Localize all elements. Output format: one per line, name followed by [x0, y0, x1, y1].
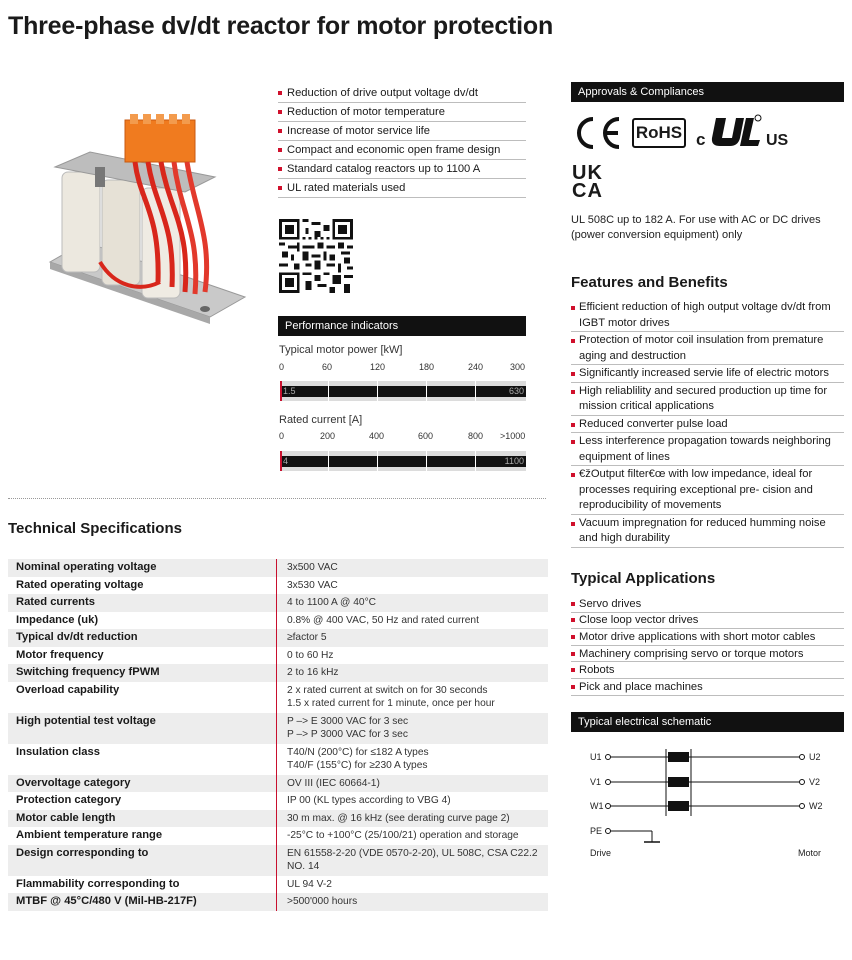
- bullet-icon: [278, 91, 282, 95]
- application-item: [571, 613, 844, 630]
- bullet-text: Reduction of drive output voltage dv/dt: [287, 87, 478, 99]
- spec-value-line: 1.5 x rated current for 1 minute, once per hour: [287, 698, 495, 709]
- bullet-item: [278, 122, 526, 141]
- current-range-fill: [280, 456, 526, 467]
- spec-value-line: ≥factor 5: [287, 632, 327, 643]
- bar-tick: [377, 381, 378, 401]
- spec-value: [276, 827, 548, 845]
- power-tick: 60: [322, 362, 333, 372]
- spec-value-line: P –> P 3000 VAC for 3 sec: [287, 729, 408, 740]
- schematic-output-label: V2: [809, 777, 821, 787]
- power-tick: 0: [279, 362, 285, 372]
- spec-value-line: 30 m max. @ 16 kHz (see derating curve page 2): [287, 812, 510, 824]
- current-tick: 800: [468, 431, 484, 441]
- application-text: Pick and place machines: [579, 680, 703, 693]
- schematic-pe-label: PE: [590, 826, 603, 836]
- bar-tick: [475, 381, 476, 401]
- current-range-bar: [280, 451, 526, 471]
- feature-item: [571, 515, 844, 548]
- bullet-icon: [571, 390, 575, 394]
- spec-row: [8, 713, 548, 744]
- bullet-icon: [571, 339, 575, 343]
- spec-value: [276, 713, 548, 744]
- approvals-header: Approvals & Compliances: [571, 82, 844, 102]
- spec-value: [276, 647, 548, 665]
- spec-value: [276, 612, 548, 630]
- schematic-header: Typical electrical schematic: [571, 712, 844, 732]
- spec-row: [8, 664, 548, 682]
- spec-value-line: 2 x rated current at switch on for 30 seconds: [287, 684, 488, 696]
- spec-value-line: P –> E 3000 VAC for 3 sec: [287, 715, 409, 727]
- bar-tick: [328, 451, 329, 471]
- spec-value: [276, 744, 548, 775]
- feature-text: Vacuum impregnation for reduced humming noise and high durability: [579, 516, 826, 544]
- current-tick: 0: [279, 431, 285, 441]
- feature-item: [571, 299, 844, 332]
- feature-item: [571, 383, 844, 416]
- bullet-item: [278, 84, 526, 103]
- power-range-fill: [280, 386, 526, 397]
- ukca-top: UK: [572, 162, 603, 184]
- spec-value: [276, 845, 548, 876]
- spec-value-line: 4 to 1100 A @ 40°C: [287, 597, 376, 608]
- spec-row: [8, 559, 548, 577]
- feature-item: [571, 466, 844, 515]
- schematic-input-label: U1: [590, 752, 602, 762]
- bullet-text: Compact and economic open frame design: [287, 144, 501, 156]
- ul-c-text: c: [696, 130, 706, 149]
- bar-tick: [280, 381, 282, 401]
- spec-row: [8, 792, 548, 810]
- spec-key: Flammability corresponding to: [16, 877, 180, 890]
- section-divider: [8, 498, 546, 499]
- application-text: Servo drives: [579, 597, 642, 610]
- spec-key: Ambient temperature range: [16, 829, 163, 841]
- spec-value-line: EN 61558-2-20 (VDE 0570-2-20), UL 508C, CSA C22.2: [287, 847, 538, 859]
- spec-key: Protection category: [16, 794, 122, 806]
- spec-key: Nominal operating voltage: [16, 561, 157, 573]
- feature-text: Less interference propagation towards neighboring equipment of lines: [579, 435, 831, 463]
- current-max: 1100: [504, 456, 524, 466]
- spec-value-line: NO. 14: [287, 861, 320, 872]
- spec-key: Motor cable length: [16, 811, 116, 824]
- bar-tick: [426, 451, 427, 471]
- schematic-output-label: U2: [809, 752, 821, 762]
- spec-key: Overload capability: [16, 683, 120, 696]
- bullet-icon: [571, 423, 575, 427]
- bullet-icon: [571, 618, 575, 622]
- spec-value: [276, 810, 548, 828]
- bullet-icon: [571, 306, 575, 310]
- spec-value-line: T40/F (155°C) for ≥230 A types: [287, 760, 428, 771]
- application-text: Motor drive applications with short motor cables: [579, 630, 816, 643]
- power-tick: 120: [370, 362, 386, 372]
- bullet-icon: [571, 602, 575, 606]
- ukca-bottom: CA: [572, 180, 603, 202]
- bullet-text: UL rated materials used: [287, 182, 406, 194]
- ul-us-text: US: [766, 132, 789, 149]
- application-text: Robots: [579, 664, 615, 677]
- spec-value: [276, 792, 548, 810]
- spec-row: [8, 775, 548, 793]
- current-min: 4: [283, 456, 289, 466]
- rohs-logo-icon: RoHS: [632, 118, 686, 148]
- bar-tick: [377, 451, 378, 471]
- spec-row: [8, 682, 548, 713]
- application-item: [571, 629, 844, 646]
- key-bullets: [278, 84, 526, 198]
- spec-row: [8, 744, 548, 775]
- spec-key: Impedance (uk): [16, 613, 99, 626]
- power-label: Typical motor power [kW]: [279, 344, 403, 356]
- bar-tick: [475, 451, 476, 471]
- specs-table: [8, 559, 548, 911]
- application-item: [571, 596, 844, 613]
- bar-tick: [328, 381, 329, 401]
- spec-key: Rated operating voltage: [16, 578, 144, 591]
- bullet-icon: [278, 129, 282, 133]
- power-tick: 240: [468, 362, 484, 372]
- spec-value: [276, 893, 548, 911]
- feature-item: [571, 416, 844, 434]
- electrical-schematic: [582, 744, 844, 864]
- spec-key: Rated currents: [16, 596, 95, 608]
- spec-value: [276, 664, 548, 682]
- bullet-text: Increase of motor service life: [287, 125, 431, 137]
- current-tick: >1000: [500, 431, 526, 441]
- bullet-icon: [278, 110, 282, 114]
- features-title: Features and Benefits: [571, 274, 728, 291]
- feature-text: Efficient reduction of high output voltage dv/dt from IGBT motor drives: [579, 301, 831, 329]
- schematic-input-label: W1: [590, 801, 604, 811]
- spec-key: MTBF @ 45°C/480 V (Mil-HB-217F): [16, 895, 197, 907]
- current-tick: 200: [320, 431, 336, 441]
- current-tick: 600: [418, 431, 434, 441]
- schematic-motor-label: Motor: [798, 848, 822, 858]
- bullet-icon: [571, 372, 575, 376]
- bullet-icon: [571, 668, 575, 672]
- spec-key: High potential test voltage: [16, 714, 156, 727]
- bullet-icon: [278, 148, 282, 152]
- bullet-icon: [571, 522, 575, 526]
- applications-title: Typical Applications: [571, 570, 716, 587]
- bullet-icon: [571, 685, 575, 689]
- spec-value-line: 3x500 VAC: [287, 562, 338, 573]
- schematic-input-label: V1: [590, 777, 602, 787]
- spec-value-line: OV III (IEC 60664-1): [287, 777, 380, 789]
- spec-row: [8, 876, 548, 894]
- current-tick: 400: [369, 431, 385, 441]
- bullet-icon: [571, 440, 575, 444]
- power-tick: 300: [510, 362, 526, 372]
- spec-row: [8, 594, 548, 612]
- bullet-item: [278, 179, 526, 198]
- schematic-output-label: W2: [809, 801, 823, 811]
- bullet-item: [278, 160, 526, 179]
- bullet-icon: [571, 635, 575, 639]
- spec-row: [8, 647, 548, 665]
- spec-value: [276, 559, 548, 577]
- approvals-text: UL 508C up to 182 A. For use with AC or DC drives (power conversion equipment) only: [571, 214, 821, 241]
- spec-row: [8, 827, 548, 845]
- feature-text: €žOutput filter€œ with low impedance, ideal for processes requiring exceptional pre- cision and reproducibility of movements: [579, 468, 813, 511]
- feature-item: [571, 365, 844, 383]
- feature-text: Significantly increased servie life of electric motors: [579, 367, 829, 379]
- ce-logo-icon: [571, 115, 623, 151]
- qr-code[interactable]: [279, 219, 353, 293]
- spec-value-line: -25°C to +100°C (25/100/21) operation and storage: [287, 830, 519, 841]
- spec-value-line: 2 to 16 kHz: [287, 667, 339, 678]
- power-min: 1.5: [283, 386, 296, 396]
- spec-value-line: >500'000 hours: [287, 896, 358, 907]
- bar-tick: [280, 451, 282, 471]
- spec-row: [8, 612, 548, 630]
- schematic-drive-label: Drive: [590, 848, 612, 858]
- spec-row: [8, 629, 548, 647]
- feature-text: Reduced converter pulse load: [579, 417, 728, 430]
- bullet-item: [278, 141, 526, 160]
- spec-value: [276, 629, 548, 647]
- spec-value-line: T40/N (200°C) for ≤182 A types: [287, 746, 429, 758]
- bullet-icon: [571, 473, 575, 477]
- spec-key: Typical dv/dt reduction: [16, 631, 138, 643]
- product-image: [40, 112, 250, 342]
- performance-header: Performance indicators: [278, 316, 526, 336]
- bullet-icon: [278, 167, 282, 171]
- spec-key: Switching frequency fPWM: [16, 666, 160, 678]
- spec-value: [276, 775, 548, 793]
- page-title: Three-phase dv/dt reactor for motor protection: [8, 12, 554, 40]
- bullet-text: Standard catalog reactors up to 1100 A: [287, 163, 481, 175]
- specs-title: Technical Specifications: [8, 520, 182, 537]
- ul-logo-icon: [696, 112, 790, 152]
- spec-key: Insulation class: [16, 745, 100, 758]
- spec-value: [276, 876, 548, 894]
- spec-value: [276, 682, 548, 713]
- spec-row: [8, 893, 548, 911]
- feature-item: [571, 332, 844, 365]
- application-item: [571, 662, 844, 679]
- spec-value-line: IP 00 (KL types according to VBG 4): [287, 795, 451, 806]
- spec-value-line: UL 94 V-2: [287, 878, 332, 890]
- spec-key: Motor frequency: [16, 648, 104, 661]
- feature-text: High reliablility and secured production up time for mission critical applications: [579, 384, 828, 412]
- spec-row: [8, 845, 548, 876]
- spec-value-line: 3x530 VAC: [287, 579, 338, 591]
- feature-text: Protection of motor coil insulation from premature aging and destruction: [579, 334, 824, 362]
- spec-value: [276, 577, 548, 595]
- spec-key: Design corresponding to: [16, 846, 149, 859]
- spec-value-line: 0.8% @ 400 VAC, 50 Hz and rated current: [287, 614, 479, 626]
- application-item: [571, 679, 844, 696]
- spec-row: [8, 577, 548, 595]
- power-range-bar: [280, 381, 526, 401]
- spec-value-line: 0 to 60 Hz: [287, 649, 334, 661]
- bullet-item: [278, 103, 526, 122]
- power-tick: 180: [419, 362, 435, 372]
- application-item: [571, 646, 844, 663]
- current-label: Rated current [A]: [279, 414, 363, 426]
- bullet-icon: [571, 652, 575, 656]
- spec-value: [276, 594, 548, 612]
- bar-tick: [426, 381, 427, 401]
- ukca-logo-icon: [572, 164, 603, 200]
- application-text: Close loop vector drives: [579, 614, 699, 627]
- bullet-text: Reduction of motor temperature: [287, 106, 445, 118]
- schematic-drawing: [582, 744, 844, 864]
- spec-key: Overvoltage category: [16, 776, 131, 789]
- spec-row: [8, 810, 548, 828]
- feature-item: [571, 433, 844, 466]
- bullet-icon: [278, 186, 282, 190]
- application-text: Machinery comprising servo or torque motors: [579, 647, 804, 660]
- applications-list: [571, 596, 844, 696]
- features-list: [571, 299, 844, 548]
- power-max: 630: [508, 386, 524, 396]
